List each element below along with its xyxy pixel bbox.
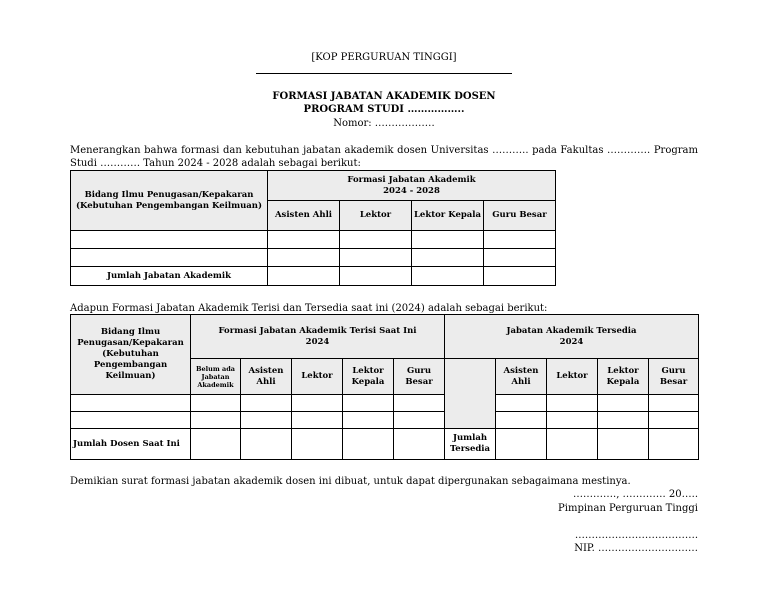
table-row [71, 231, 556, 249]
cell [547, 429, 598, 460]
cell [649, 395, 699, 412]
col-lektor-kepala: Lektor Kepala [412, 201, 484, 231]
cell [547, 395, 598, 412]
cell [412, 267, 484, 286]
formation-group-header [268, 171, 556, 201]
available-total-label: Jumlah Tersedia [445, 429, 496, 460]
total-label: Jumlah Dosen Saat Ini [71, 429, 191, 460]
cell [71, 395, 191, 412]
field-header: Bidang Ilmu Penugasan/Kepakaran (Kebutuhan Pengembangan Keilmuan) [71, 171, 268, 231]
cell [340, 231, 412, 249]
cell [394, 395, 445, 412]
current-formation-table [70, 314, 699, 460]
cell [71, 249, 268, 267]
place-date: …………., …………. 20….. [573, 489, 698, 500]
cell [496, 395, 547, 412]
current-formation-paragraph: Adapun Formasi Jabatan Akademik Terisi dan Tersedia saat ini (2024) adalah sebagai berikut: [70, 303, 548, 314]
available-group-header-line2: 2024 [559, 336, 584, 347]
total-row [71, 267, 556, 286]
filled-group-header-line2: 2024 [305, 336, 330, 347]
document-number: Nomor: ……………… [333, 118, 435, 129]
cell [484, 267, 556, 286]
total-label: Jumlah Jabatan Akademik [71, 267, 268, 286]
formation-group-header-line2: 2024 - 2028 [383, 185, 440, 196]
cell [343, 429, 394, 460]
signatory-nip: NIP. ………………………… [574, 543, 698, 554]
formation-group-header-line1: Formasi Jabatan Akademik [347, 174, 476, 185]
cell [292, 395, 343, 412]
letterhead-placeholder: [KOP PERGURUAN TINGGI] [311, 52, 457, 63]
col-lektor: Lektor [292, 359, 343, 395]
cell [394, 412, 445, 429]
col-belum-ada-jabatan: Belum ada Jabatan Akademik [191, 359, 241, 395]
total-row [71, 429, 699, 460]
cell [394, 429, 445, 460]
table-row [71, 249, 556, 267]
cell [71, 231, 268, 249]
col-avail-lektor: Lektor [547, 359, 598, 395]
intro-paragraph: Menerangkan bahwa formasi dan kebutuhan jabatan akademik dosen Universitas ……….. pada Fakultas …………. Program Studi ………… Tahun 2024 - 2028 adalah sebagai berikut: [70, 145, 698, 169]
cell [241, 412, 292, 429]
cell [547, 412, 598, 429]
cell [340, 249, 412, 267]
cell [241, 395, 292, 412]
cell [71, 412, 191, 429]
cell [191, 412, 241, 429]
table-row [71, 395, 699, 412]
cell [484, 231, 556, 249]
col-asisten-ahli: Asisten Ahli [268, 201, 340, 231]
signatory-name-line: ………………………………. [574, 530, 698, 541]
col-avail-guru-besar: Guru Besar [649, 359, 699, 395]
closing-paragraph: Demikian surat formasi jabatan akademik dosen ini dibuat, untuk dapat dipergunakan sebagaimana mestinya. [70, 476, 631, 487]
col-guru-besar: Guru Besar [394, 359, 445, 395]
col-lektor-kepala: Lektor Kepala [343, 359, 394, 395]
cell [292, 412, 343, 429]
cell [496, 412, 547, 429]
filled-group-header [191, 315, 445, 359]
col-avail-asisten-ahli: Asisten Ahli [496, 359, 547, 395]
cell [412, 249, 484, 267]
field-header: Bidang Ilmu Penugasan/Kepakaran (Kebutuhan Pengembangan Keilmuan) [71, 315, 191, 395]
col-avail-lektor-kepala: Lektor Kepala [598, 359, 649, 395]
available-blank-cell [445, 359, 496, 429]
letterhead-divider [256, 73, 512, 74]
cell [598, 395, 649, 412]
filled-group-header-line1: Formasi Jabatan Akademik Terisi Saat Ini [218, 325, 417, 336]
cell [340, 267, 412, 286]
cell [649, 412, 699, 429]
document-title: FORMASI JABATAN AKADEMIK DOSEN [272, 91, 496, 102]
cell [598, 412, 649, 429]
cell [241, 429, 292, 460]
col-guru-besar: Guru Besar [484, 201, 556, 231]
formation-table [70, 170, 556, 286]
cell [191, 395, 241, 412]
cell [496, 429, 547, 460]
program-study-title: PROGRAM STUDI …………….. [303, 104, 465, 115]
available-group-header [445, 315, 699, 359]
cell [268, 249, 340, 267]
table-row [71, 412, 699, 429]
available-group-header-line1: Jabatan Akademik Tersedia [506, 325, 637, 336]
col-asisten-ahli: Asisten Ahli [241, 359, 292, 395]
cell [412, 231, 484, 249]
cell [649, 429, 699, 460]
cell [191, 429, 241, 460]
cell [484, 249, 556, 267]
cell [292, 429, 343, 460]
cell [268, 231, 340, 249]
cell [268, 267, 340, 286]
col-lektor: Lektor [340, 201, 412, 231]
cell [343, 395, 394, 412]
signatory-position: Pimpinan Perguruan Tinggi [558, 503, 698, 514]
cell [598, 429, 649, 460]
cell [343, 412, 394, 429]
